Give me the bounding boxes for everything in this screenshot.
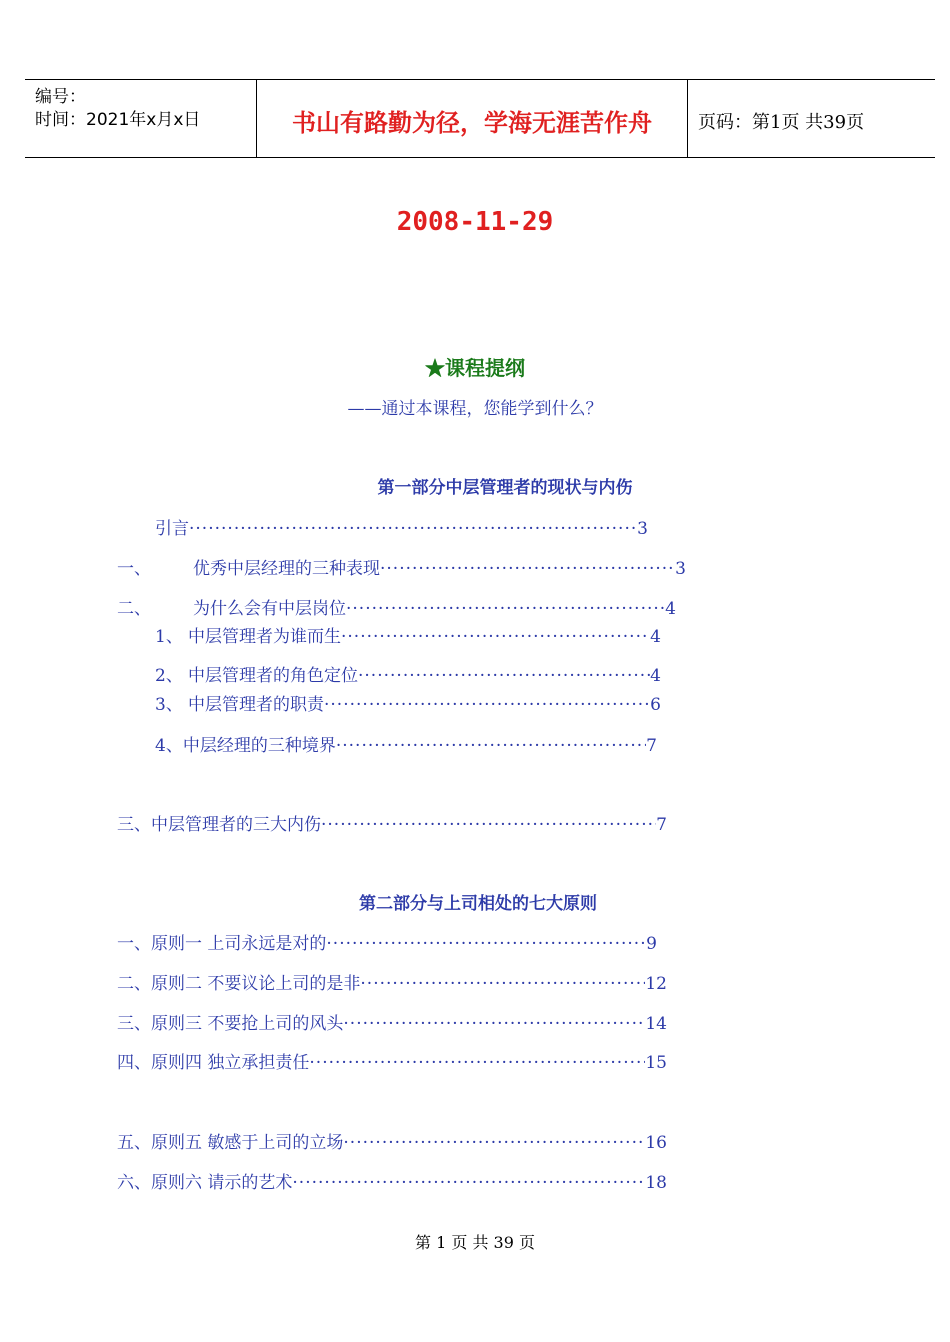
toc-entry[interactable] — [155, 731, 657, 756]
toc-page: 3 — [637, 519, 648, 539]
toc-number: 2、 — [155, 666, 183, 686]
header-page-cell — [688, 80, 935, 157]
header-meta-cell — [25, 80, 257, 157]
toc-number: 二、 — [117, 974, 151, 994]
toc-entry[interactable] — [117, 1168, 667, 1193]
toc-page: 14 — [645, 1014, 667, 1034]
date-title: 2008-11-29 — [396, 207, 554, 237]
toc-page: 4 — [650, 666, 661, 686]
toc-entry[interactable] — [155, 661, 661, 686]
part1-title: 第一部分中层管理者的现状与内伤 — [377, 478, 633, 498]
toc-entry[interactable] — [155, 514, 648, 539]
toc-label: 原则一 上司永远是对的 — [151, 934, 327, 954]
toc-leader — [336, 736, 646, 756]
toc-label: 原则四 独立承担责任 — [151, 1053, 310, 1073]
toc-page: 4 — [650, 627, 661, 647]
toc-entry[interactable] — [117, 969, 667, 994]
toc-label: 优秀中层经理的三种表现 — [193, 559, 380, 579]
toc-label: 原则五 敏感于上司的立场 — [151, 1133, 344, 1153]
document-number-label: 编号： — [35, 87, 86, 107]
toc-entry[interactable] — [155, 690, 661, 715]
toc-page: 9 — [646, 934, 657, 954]
toc-label: 中层管理者的三大内伤 — [151, 815, 321, 835]
toc-entry[interactable] — [117, 594, 676, 619]
toc-number: 四、 — [117, 1053, 151, 1073]
header-motto-cell — [257, 80, 688, 157]
toc-entry[interactable] — [117, 1128, 667, 1153]
toc-page: 16 — [645, 1133, 667, 1153]
toc-number: 一、 — [117, 559, 151, 579]
toc-page: 6 — [650, 695, 661, 715]
toc-entry[interactable] — [117, 810, 667, 835]
toc-label: 中层管理者的角色定位 — [188, 666, 358, 686]
toc-leader — [380, 559, 675, 579]
toc-number: 五、 — [117, 1133, 151, 1153]
toc-page: 7 — [656, 815, 667, 835]
toc-label: 原则二 不要议论上司的是非 — [151, 974, 361, 994]
toc-entry[interactable] — [117, 929, 657, 954]
toc-number: 3、 — [155, 695, 183, 715]
toc-entry[interactable] — [117, 1048, 667, 1073]
toc-page: 7 — [646, 736, 657, 756]
toc-leader — [324, 695, 650, 715]
toc-number: 三、 — [117, 1014, 151, 1034]
toc-page: 15 — [645, 1053, 667, 1073]
toc-leader — [346, 599, 665, 619]
part2-title: 第二部分与上司相处的七大原则 — [359, 894, 597, 914]
toc-number: 4、 — [155, 736, 183, 756]
toc-leader — [343, 1133, 645, 1153]
toc-number: 六、 — [117, 1173, 151, 1193]
toc-number: 一、 — [117, 934, 151, 954]
toc-page: 18 — [645, 1173, 667, 1193]
document-time-label: 时间：2021年x月x日 — [35, 110, 201, 130]
toc-page: 12 — [645, 974, 667, 994]
toc-leader — [360, 974, 645, 994]
toc-number: 1、 — [155, 627, 183, 647]
toc-entry[interactable] — [155, 622, 661, 647]
toc-leader — [341, 627, 650, 647]
header-page-number: 页码：第1页 共39页 — [698, 112, 865, 133]
toc-entry[interactable] — [117, 1009, 667, 1034]
toc-leader — [321, 815, 656, 835]
toc-label: 为什么会有中层岗位 — [193, 599, 346, 619]
toc-label: 中层管理者为谁而生 — [188, 627, 341, 647]
toc-leader — [358, 666, 650, 686]
toc-label: 引言 — [155, 519, 189, 539]
toc-label: 原则六 请示的艺术 — [151, 1173, 293, 1193]
header-table — [25, 79, 935, 158]
toc-leader — [292, 1173, 645, 1193]
toc-page: 4 — [665, 599, 676, 619]
outline-title: ★课程提纲 — [425, 356, 525, 380]
page-footer: 第 1 页 共 39 页 — [415, 1233, 535, 1252]
toc-page: 3 — [675, 559, 686, 579]
toc-label: 中层经理的三种境界 — [182, 736, 336, 756]
toc-leader — [326, 934, 646, 954]
toc-leader — [309, 1053, 645, 1073]
toc-number: 三、 — [117, 815, 151, 835]
toc-leader — [343, 1014, 645, 1034]
toc-entry[interactable] — [117, 554, 686, 579]
motto: 书山有路勤为径，学海无涯苦作舟 — [292, 108, 652, 137]
toc-label: 原则三 不要抢上司的风头 — [151, 1014, 344, 1034]
toc-leader — [189, 519, 637, 539]
outline-subtitle: ——通过本课程，您能学到什么？ — [347, 399, 603, 419]
toc-number: 二、 — [117, 599, 151, 619]
toc-label: 中层管理者的职责 — [188, 695, 324, 715]
